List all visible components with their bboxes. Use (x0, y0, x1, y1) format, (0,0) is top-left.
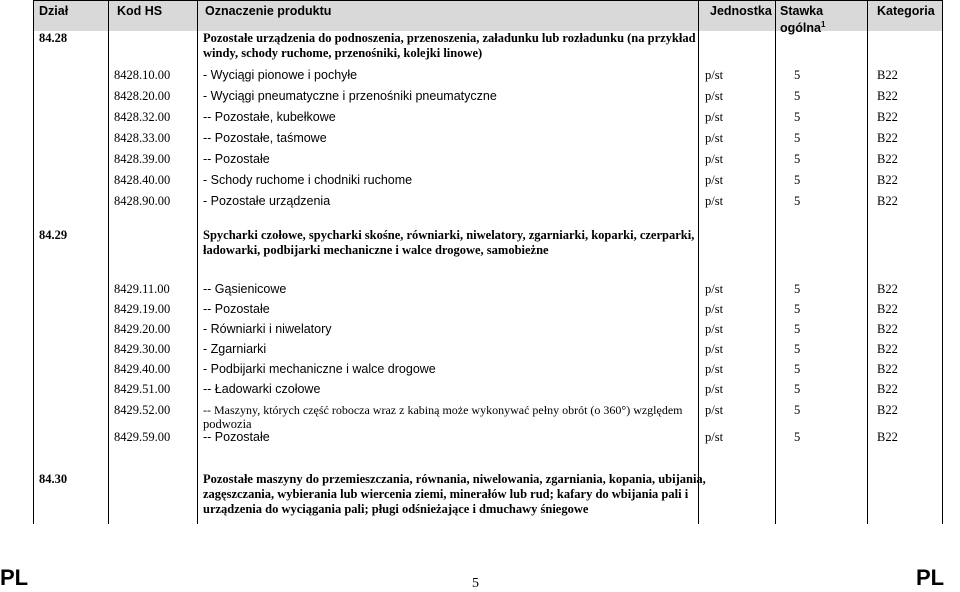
hs-code: 8428.32.00 (114, 110, 171, 124)
row-category: B22 (877, 173, 898, 187)
row-category: B22 (877, 302, 898, 316)
section-title-line: zagęszczania, wybierania lub wiercenia ziemi, minerałów lub rud; kafary do wbijania pali i (203, 487, 689, 501)
row-unit: p/st (705, 342, 724, 356)
row-rate: 5 (794, 194, 801, 208)
row-description: - Wyciągi pneumatyczne i przenośniki pneumatyczne (203, 89, 497, 103)
row-rate: 5 (794, 131, 801, 145)
section-title-line: windy, schody ruchome, przenośniki, kolejki linowe) (203, 46, 483, 60)
table-header (33, 0, 943, 36)
row-category: B22 (877, 110, 898, 124)
hs-code: 8429.19.00 (114, 302, 171, 316)
row-category: B22 (877, 342, 898, 356)
row-unit: p/st (705, 362, 724, 376)
row-description: -- Pozostałe, kubełkowe (203, 110, 336, 124)
section-code: 84.29 (39, 228, 68, 242)
footer-language-right: PL (916, 565, 945, 590)
row-description: - Zgarniarki (203, 342, 267, 356)
section-code: 84.28 (39, 31, 68, 45)
row-unit: p/st (705, 430, 724, 444)
hs-code: 8428.40.00 (114, 173, 171, 187)
header-stawka-line2: ogólna (780, 21, 821, 36)
row-description: -- Gąsienicowe (203, 282, 287, 296)
row-category: B22 (877, 403, 898, 417)
header-kategoria: Kategoria (877, 4, 935, 18)
row-unit: p/st (705, 152, 724, 166)
row-rate: 5 (794, 282, 801, 296)
column-divider (33, 0, 34, 524)
row-category: B22 (877, 322, 898, 336)
row-unit: p/st (705, 403, 724, 417)
row-category: B22 (877, 282, 898, 296)
row-unit: p/st (705, 68, 724, 82)
row-rate: 5 (794, 89, 801, 103)
row-rate: 5 (794, 362, 801, 376)
row-unit: p/st (705, 302, 724, 316)
hs-code: 8429.20.00 (114, 322, 171, 336)
hs-code: 8428.20.00 (114, 89, 171, 103)
row-description: - Wyciągi pionowe i pochyłe (203, 68, 358, 82)
row-description: - Równiarki i niwelatory (203, 322, 332, 336)
section-title-line: Pozostałe urządzenia do podnoszenia, przenoszenia, załadunku lub rozładunku (na przykład (203, 31, 696, 45)
row-rate: 5 (794, 173, 801, 187)
row-description: -- Pozostałe, taśmowe (203, 131, 327, 145)
header-stawka-line1: Stawka (780, 4, 824, 18)
row-rate: 5 (794, 152, 801, 166)
row-category: B22 (877, 430, 898, 444)
hs-code: 8428.33.00 (114, 131, 171, 145)
row-rate: 5 (794, 322, 801, 336)
row-rate: 5 (794, 110, 801, 124)
row-unit: p/st (705, 282, 724, 296)
row-description: -- Pozostałe (203, 152, 270, 166)
header-kod-hs: Kod HS (117, 4, 163, 18)
column-divider (698, 0, 699, 524)
column-divider (197, 0, 198, 524)
row-description: - Schody ruchome i chodniki ruchome (203, 173, 413, 187)
hs-code: 8429.11.00 (114, 282, 170, 296)
row-category: B22 (877, 194, 898, 208)
row-rate: 5 (794, 403, 801, 417)
row-rate: 5 (794, 302, 801, 316)
row-category: B22 (877, 362, 898, 376)
row-category: B22 (877, 131, 898, 145)
row-description: - Podbijarki mechaniczne i walce drogowe (203, 362, 436, 376)
row-rate: 5 (794, 342, 801, 356)
row-unit: p/st (705, 173, 724, 187)
footer-language-left: PL (0, 565, 29, 590)
row-rate: 5 (794, 68, 801, 82)
column-divider (867, 0, 868, 524)
hs-code: 8428.90.00 (114, 194, 171, 208)
row-unit: p/st (705, 382, 724, 396)
row-description: - Pozostałe urządzenia (203, 194, 331, 208)
row-unit: p/st (705, 194, 724, 208)
row-rate: 5 (794, 430, 801, 444)
row-category: B22 (877, 89, 898, 103)
column-divider (775, 0, 776, 524)
section-title-line: urządzenia do wyciągania pali; pługi odśnieżające i dmuchawy śniegowe (203, 502, 589, 516)
hs-code: 8429.51.00 (114, 382, 171, 396)
header-jednostka: Jednostka (710, 4, 772, 18)
row-description: -- Ładowarki czołowe (203, 382, 321, 396)
hs-code: 8429.40.00 (114, 362, 171, 376)
section-code: 84.30 (39, 472, 68, 486)
row-category: B22 (877, 152, 898, 166)
row-description: -- Maszyny, których część robocza wraz z kabiną może wykonywać pełny obrót (o 360°) względem (203, 403, 683, 417)
header-oznaczenie: Oznaczenie produktu (205, 4, 332, 18)
column-divider (942, 0, 943, 524)
row-unit: p/st (705, 131, 724, 145)
hs-code: 8429.52.00 (114, 403, 171, 417)
row-unit: p/st (705, 110, 724, 124)
column-divider (108, 0, 109, 524)
hs-code: 8429.59.00 (114, 430, 171, 444)
row-unit: p/st (705, 89, 724, 103)
header-stawka (780, 4, 825, 35)
row-description: -- Pozostałe (203, 302, 270, 316)
row-rate: 5 (794, 382, 801, 396)
row-description: -- Pozostałe (203, 430, 270, 444)
hs-code: 8429.30.00 (114, 342, 171, 356)
row-unit: p/st (705, 322, 724, 336)
row-category: B22 (877, 68, 898, 82)
section-title-line: Pozostałe maszyny do przemieszczania, równania, niwelowania, zgarniania, kopania, ubijania, (203, 472, 706, 486)
page-number: 5 (472, 576, 479, 591)
header-dzial: Dział (39, 4, 69, 18)
hs-code: 8428.39.00 (114, 152, 171, 166)
hs-code: 8428.10.00 (114, 68, 171, 82)
row-description-continued: podwozia (203, 417, 252, 431)
header-stawka-footnote: 1 (820, 20, 826, 29)
section-title-line: Spycharki czołowe, spycharki skośne, równiarki, niwelatory, zgarniarki, koparki, czerparki, (203, 228, 695, 242)
row-category: B22 (877, 382, 898, 396)
section-title-line: ładowarki, podbijarki mechaniczne i walce drogowe, samobieżne (203, 243, 549, 257)
